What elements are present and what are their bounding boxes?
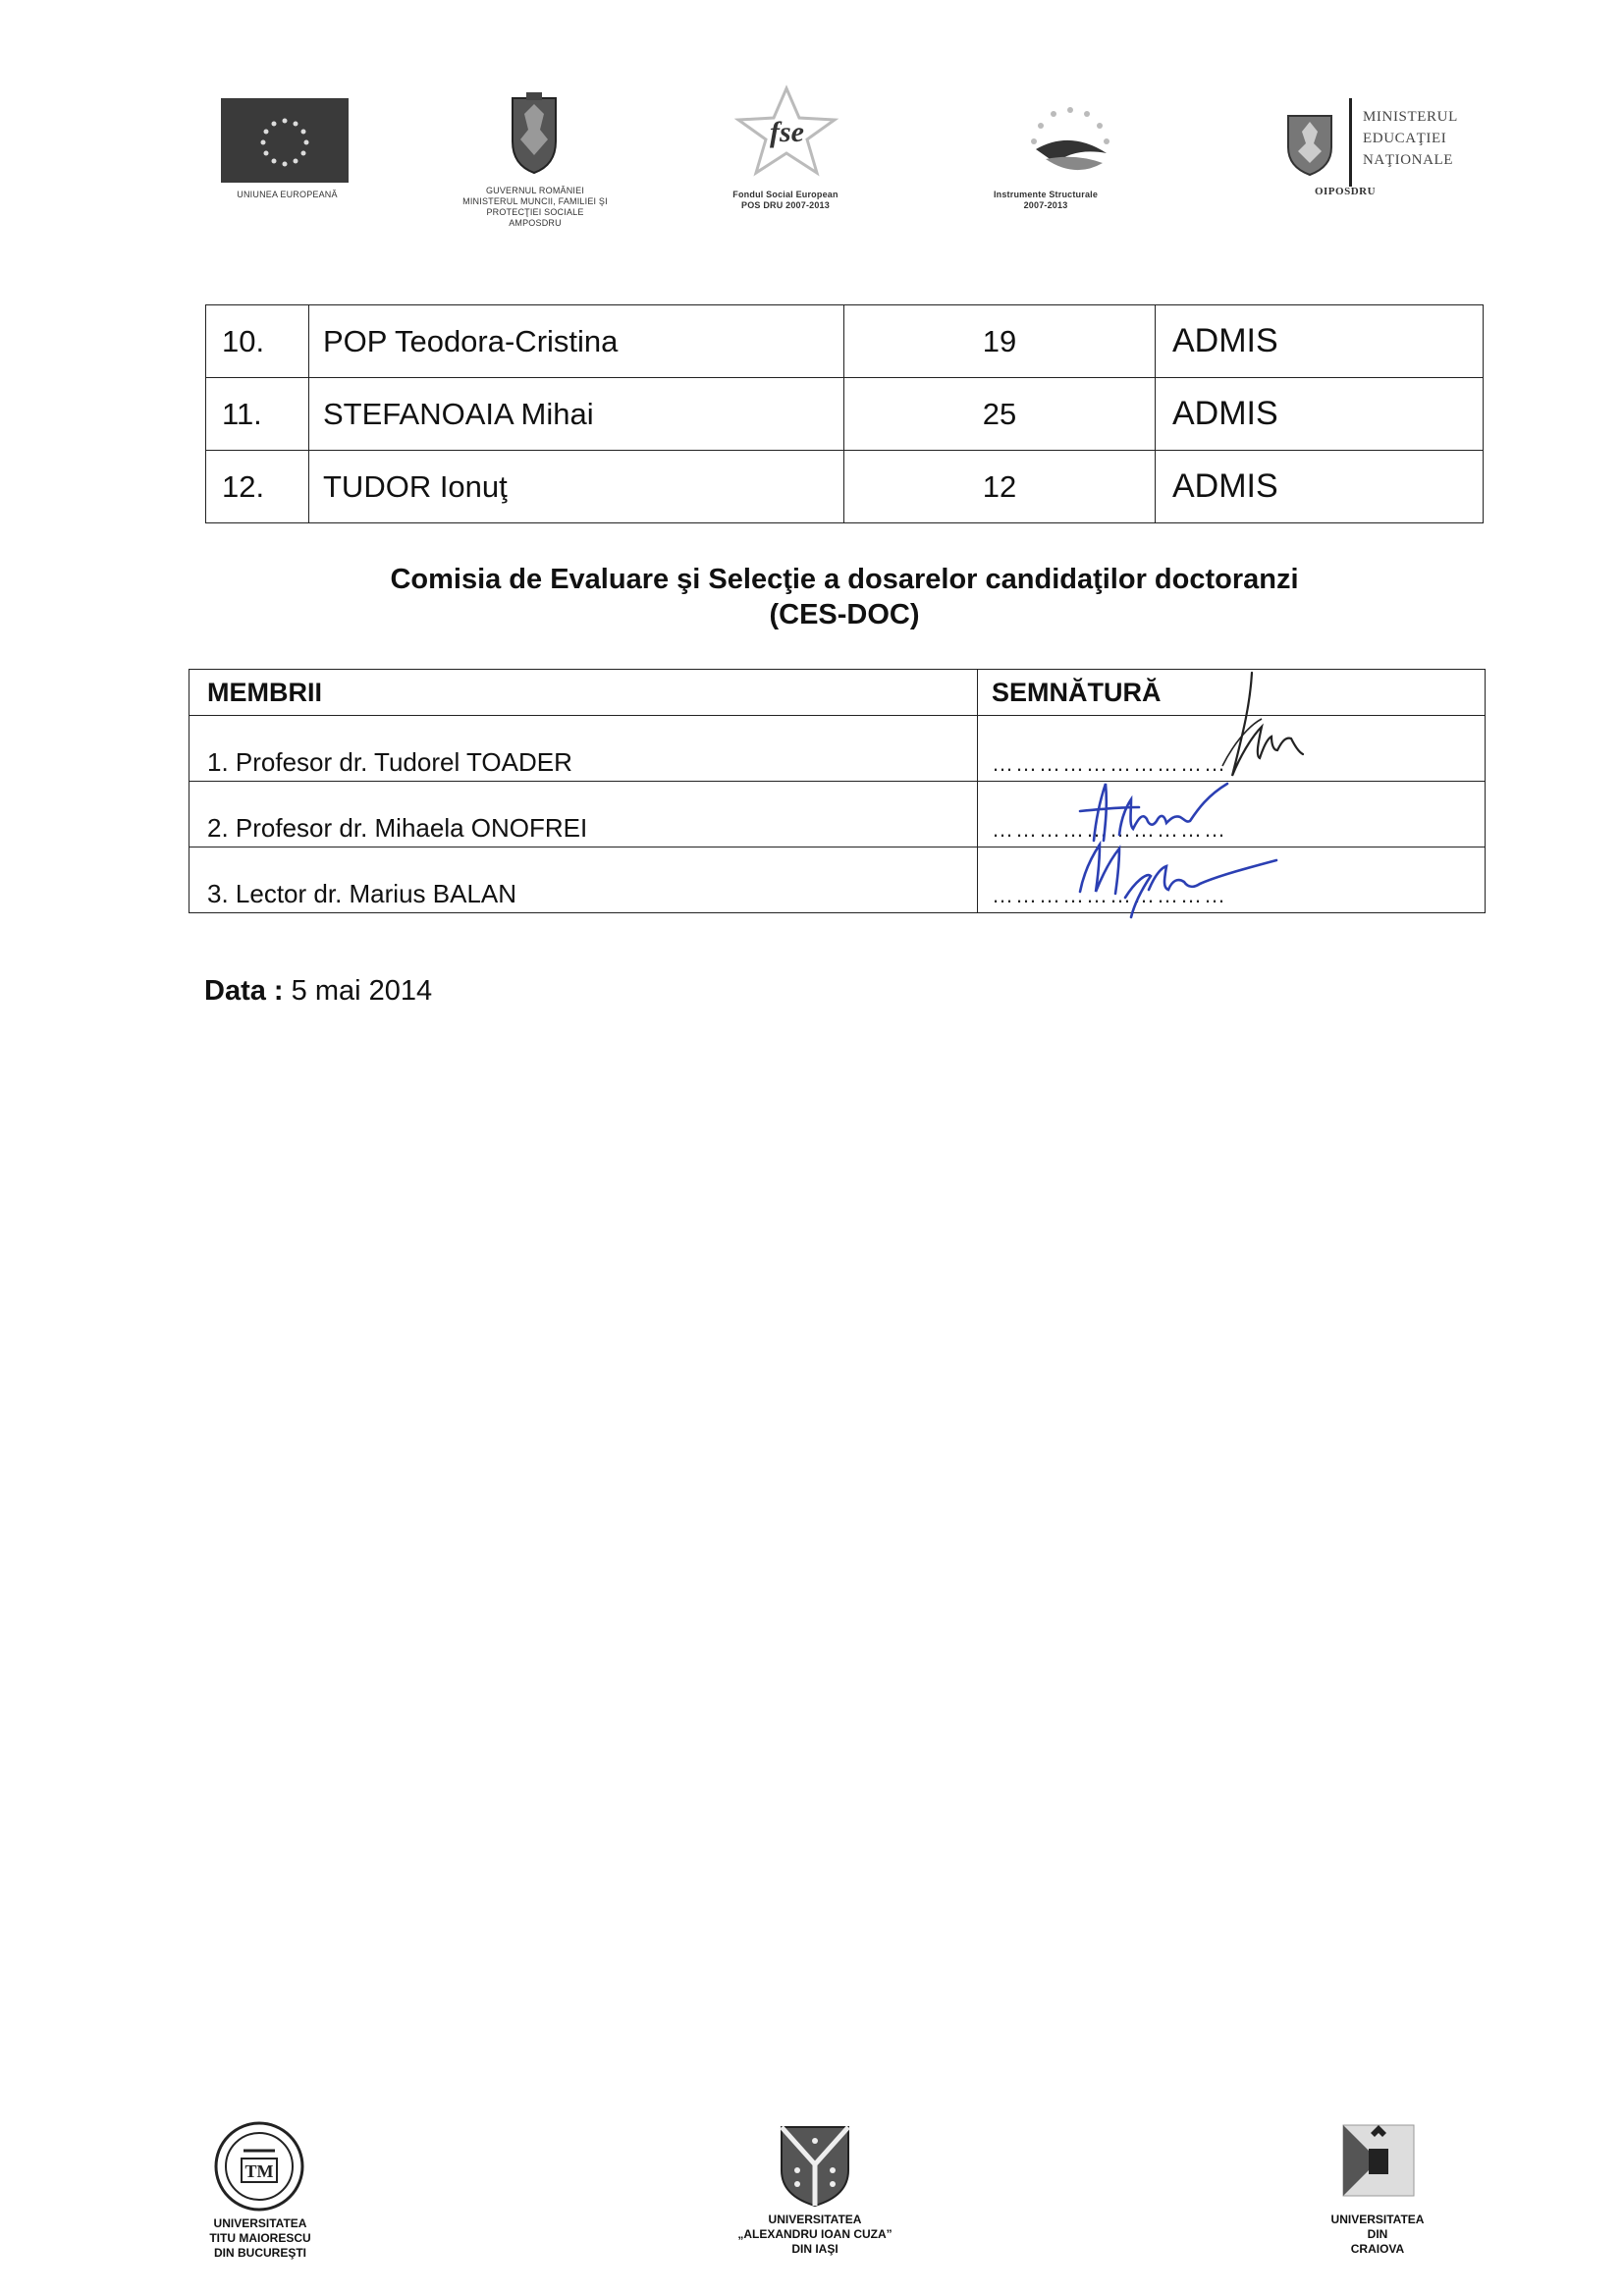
structural-instruments-caption: Instrumente Structurale 2007-2013 <box>993 190 1099 210</box>
candidate-name: TUDOR Ionuţ <box>309 451 844 523</box>
row-number: 12. <box>206 451 309 523</box>
signature-column-header: SEMNĂTURĂ <box>978 670 1486 716</box>
titu-maiorescu-caption: UNIVERSITATEA TITU MAIORESCU DIN BUCUREŞTI <box>209 2216 311 2260</box>
row-number: 10. <box>206 305 309 378</box>
eu-caption: UNIUNEA EUROPEANĂ <box>237 190 338 199</box>
table-row <box>189 847 1486 913</box>
romania-coat-of-arms-icon <box>505 90 564 175</box>
ministry-caption: OIPOSDRU <box>1314 186 1377 197</box>
candidate-score: 19 <box>844 305 1156 378</box>
results-table <box>205 304 1484 523</box>
candidate-score: 12 <box>844 451 1156 523</box>
svg-text:TM: TM <box>244 2161 274 2181</box>
members-table <box>189 669 1486 913</box>
candidate-name: STEFANOAIA Mihai <box>309 378 844 451</box>
candidate-status: ADMIS <box>1156 305 1484 378</box>
date-label: Data : <box>204 975 284 1007</box>
uaic-shield-icon <box>776 2121 854 2208</box>
member-name: 1. Profesor dr. Tudorel TOADER <box>189 716 978 782</box>
table-row <box>206 305 1484 378</box>
candidate-status: ADMIS <box>1156 378 1484 451</box>
ministry-crest-icon <box>1282 106 1337 177</box>
members-column-header: MEMBRII <box>189 670 978 716</box>
structural-instruments-logo <box>1016 102 1124 191</box>
government-caption: GUVERNUL ROMÂNIEI MINISTERUL MUNCII, FAMILIEI ŞI PROTECŢIEI SOCIALE AMPOSDRU <box>462 186 608 228</box>
craiova-logo-icon <box>1337 2119 1420 2202</box>
fse-star-logo <box>732 84 840 177</box>
uaic-caption: UNIVERSITATEA „ALEXANDRU IOAN CUZA” DIN IAŞI <box>737 2213 893 2256</box>
commission-title: Comisia de Evaluare şi Selecţie a dosarelor candidaţilor doctoranzi (CES-DOC) <box>390 564 1299 630</box>
ministry-divider <box>1349 98 1352 187</box>
table-row <box>189 782 1486 847</box>
row-number: 11. <box>206 378 309 451</box>
signature-line: ………………………… <box>978 782 1486 847</box>
candidate-score: 25 <box>844 378 1156 451</box>
member-name: 3. Lector dr. Marius BALAN <box>189 847 978 913</box>
eu-flag-logo <box>221 98 349 183</box>
candidate-name: POP Teodora-Cristina <box>309 305 844 378</box>
signature-line: ………………………… <box>978 716 1486 782</box>
document-date <box>204 975 432 1008</box>
member-name: 2. Profesor dr. Mihaela ONOFREI <box>189 782 978 847</box>
members-header-row <box>189 670 1486 716</box>
candidate-status: ADMIS <box>1156 451 1484 523</box>
table-row <box>206 451 1484 523</box>
signature-line: ………………………… <box>978 847 1486 913</box>
craiova-caption: UNIVERSITATEA DIN CRAIOVA <box>1330 2213 1425 2256</box>
fse-caption: Fondul Social European POS DRU 2007-2013 <box>732 190 839 210</box>
ministry-name: MINISTERUL EDUCAŢIEI NAŢIONALE <box>1363 109 1458 168</box>
table-row <box>206 378 1484 451</box>
table-row <box>189 716 1486 782</box>
titu-maiorescu-seal-icon <box>214 2121 304 2212</box>
date-value: 5 mai 2014 <box>291 975 433 1007</box>
fse-logo-text: fse <box>770 116 804 148</box>
